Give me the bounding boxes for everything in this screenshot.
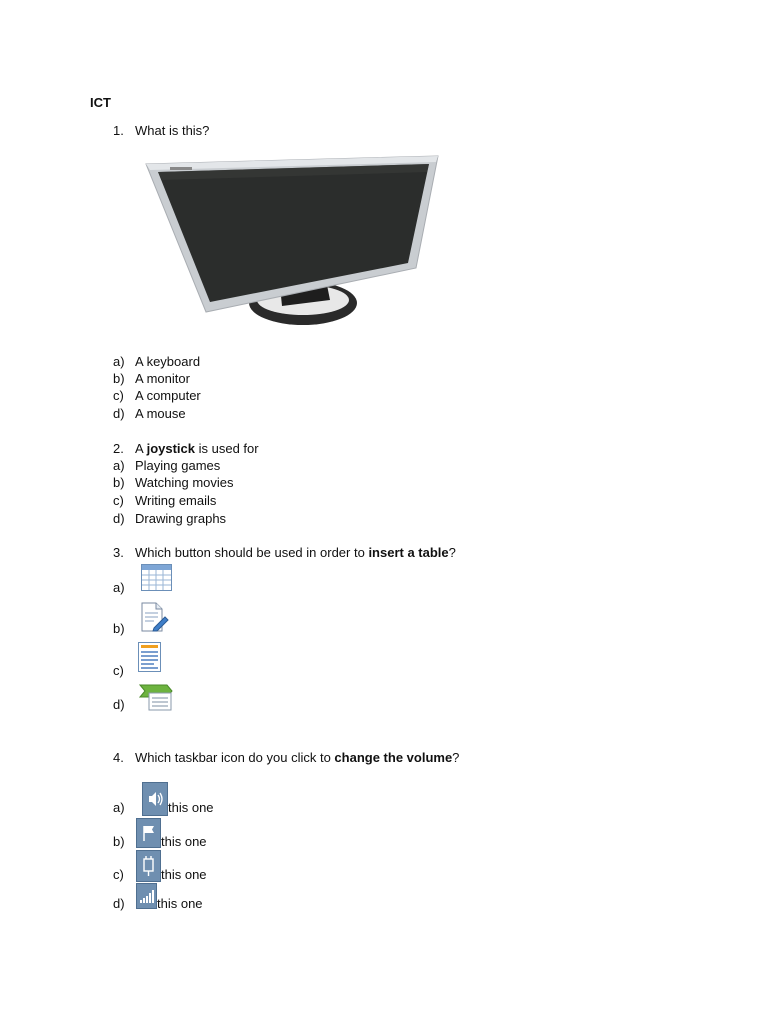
q2-option-b: Watching movies — [135, 475, 234, 490]
page-title: ICT — [90, 95, 111, 110]
q2-option-a: Playing games — [135, 458, 221, 473]
q4-option-c-text: this one — [161, 867, 207, 882]
q3-text: Which button should be used in order to insert a table? — [135, 545, 456, 560]
q2-number: 2. — [113, 441, 124, 456]
power-plug-icon — [136, 850, 161, 882]
signal-bars-icon — [136, 883, 157, 909]
q4-text: Which taskbar icon do you click to change the volume? — [135, 750, 460, 765]
table-icon — [141, 564, 172, 591]
q3-option-d-letter: d) — [113, 697, 125, 712]
q1-option-a-letter: a) — [113, 354, 125, 369]
q2-option-d-letter: d) — [113, 511, 125, 526]
q1-option-b: A monitor — [135, 371, 190, 386]
q2-option-d: Drawing graphs — [135, 511, 227, 526]
q1-option-a: A keyboard — [135, 354, 201, 369]
q1-number: 1. — [113, 123, 124, 138]
q4-number: 4. — [113, 750, 124, 765]
q1-option-d: A mouse — [135, 406, 186, 421]
q2-option-c: Writing emails — [135, 493, 217, 508]
q3-option-a-letter: a) — [113, 580, 125, 595]
green-header-list-icon — [139, 683, 173, 711]
q1-option-d-letter: d) — [113, 406, 125, 421]
q2-text: A joystick is used for — [135, 441, 259, 456]
q4-option-d-letter: d) — [113, 896, 125, 911]
q4-option-a-text: this one — [168, 800, 214, 815]
document-edit-icon — [141, 602, 169, 632]
q1-option-c: A computer — [135, 388, 201, 403]
q4-option-c-letter: c) — [113, 867, 124, 882]
q2-option-b-letter: b) — [113, 475, 125, 490]
q4-option-b-letter: b) — [113, 834, 125, 849]
speaker-icon — [142, 782, 168, 816]
q4-option-d-text: this one — [157, 896, 203, 911]
monitor-image — [140, 150, 450, 335]
q3-option-b-letter: b) — [113, 621, 125, 636]
q2-option-c-letter: c) — [113, 493, 124, 508]
q4-option-a-letter: a) — [113, 800, 125, 815]
text-page-icon — [138, 642, 162, 672]
flag-icon — [136, 818, 161, 848]
q2-option-a-letter: a) — [113, 458, 125, 473]
q4-option-b-text: this one — [161, 834, 207, 849]
q1-option-b-letter: b) — [113, 371, 125, 386]
q3-number: 3. — [113, 545, 124, 560]
q1-option-c-letter: c) — [113, 388, 124, 403]
q1-text: What is this? — [135, 123, 210, 138]
q3-option-c-letter: c) — [113, 663, 124, 678]
